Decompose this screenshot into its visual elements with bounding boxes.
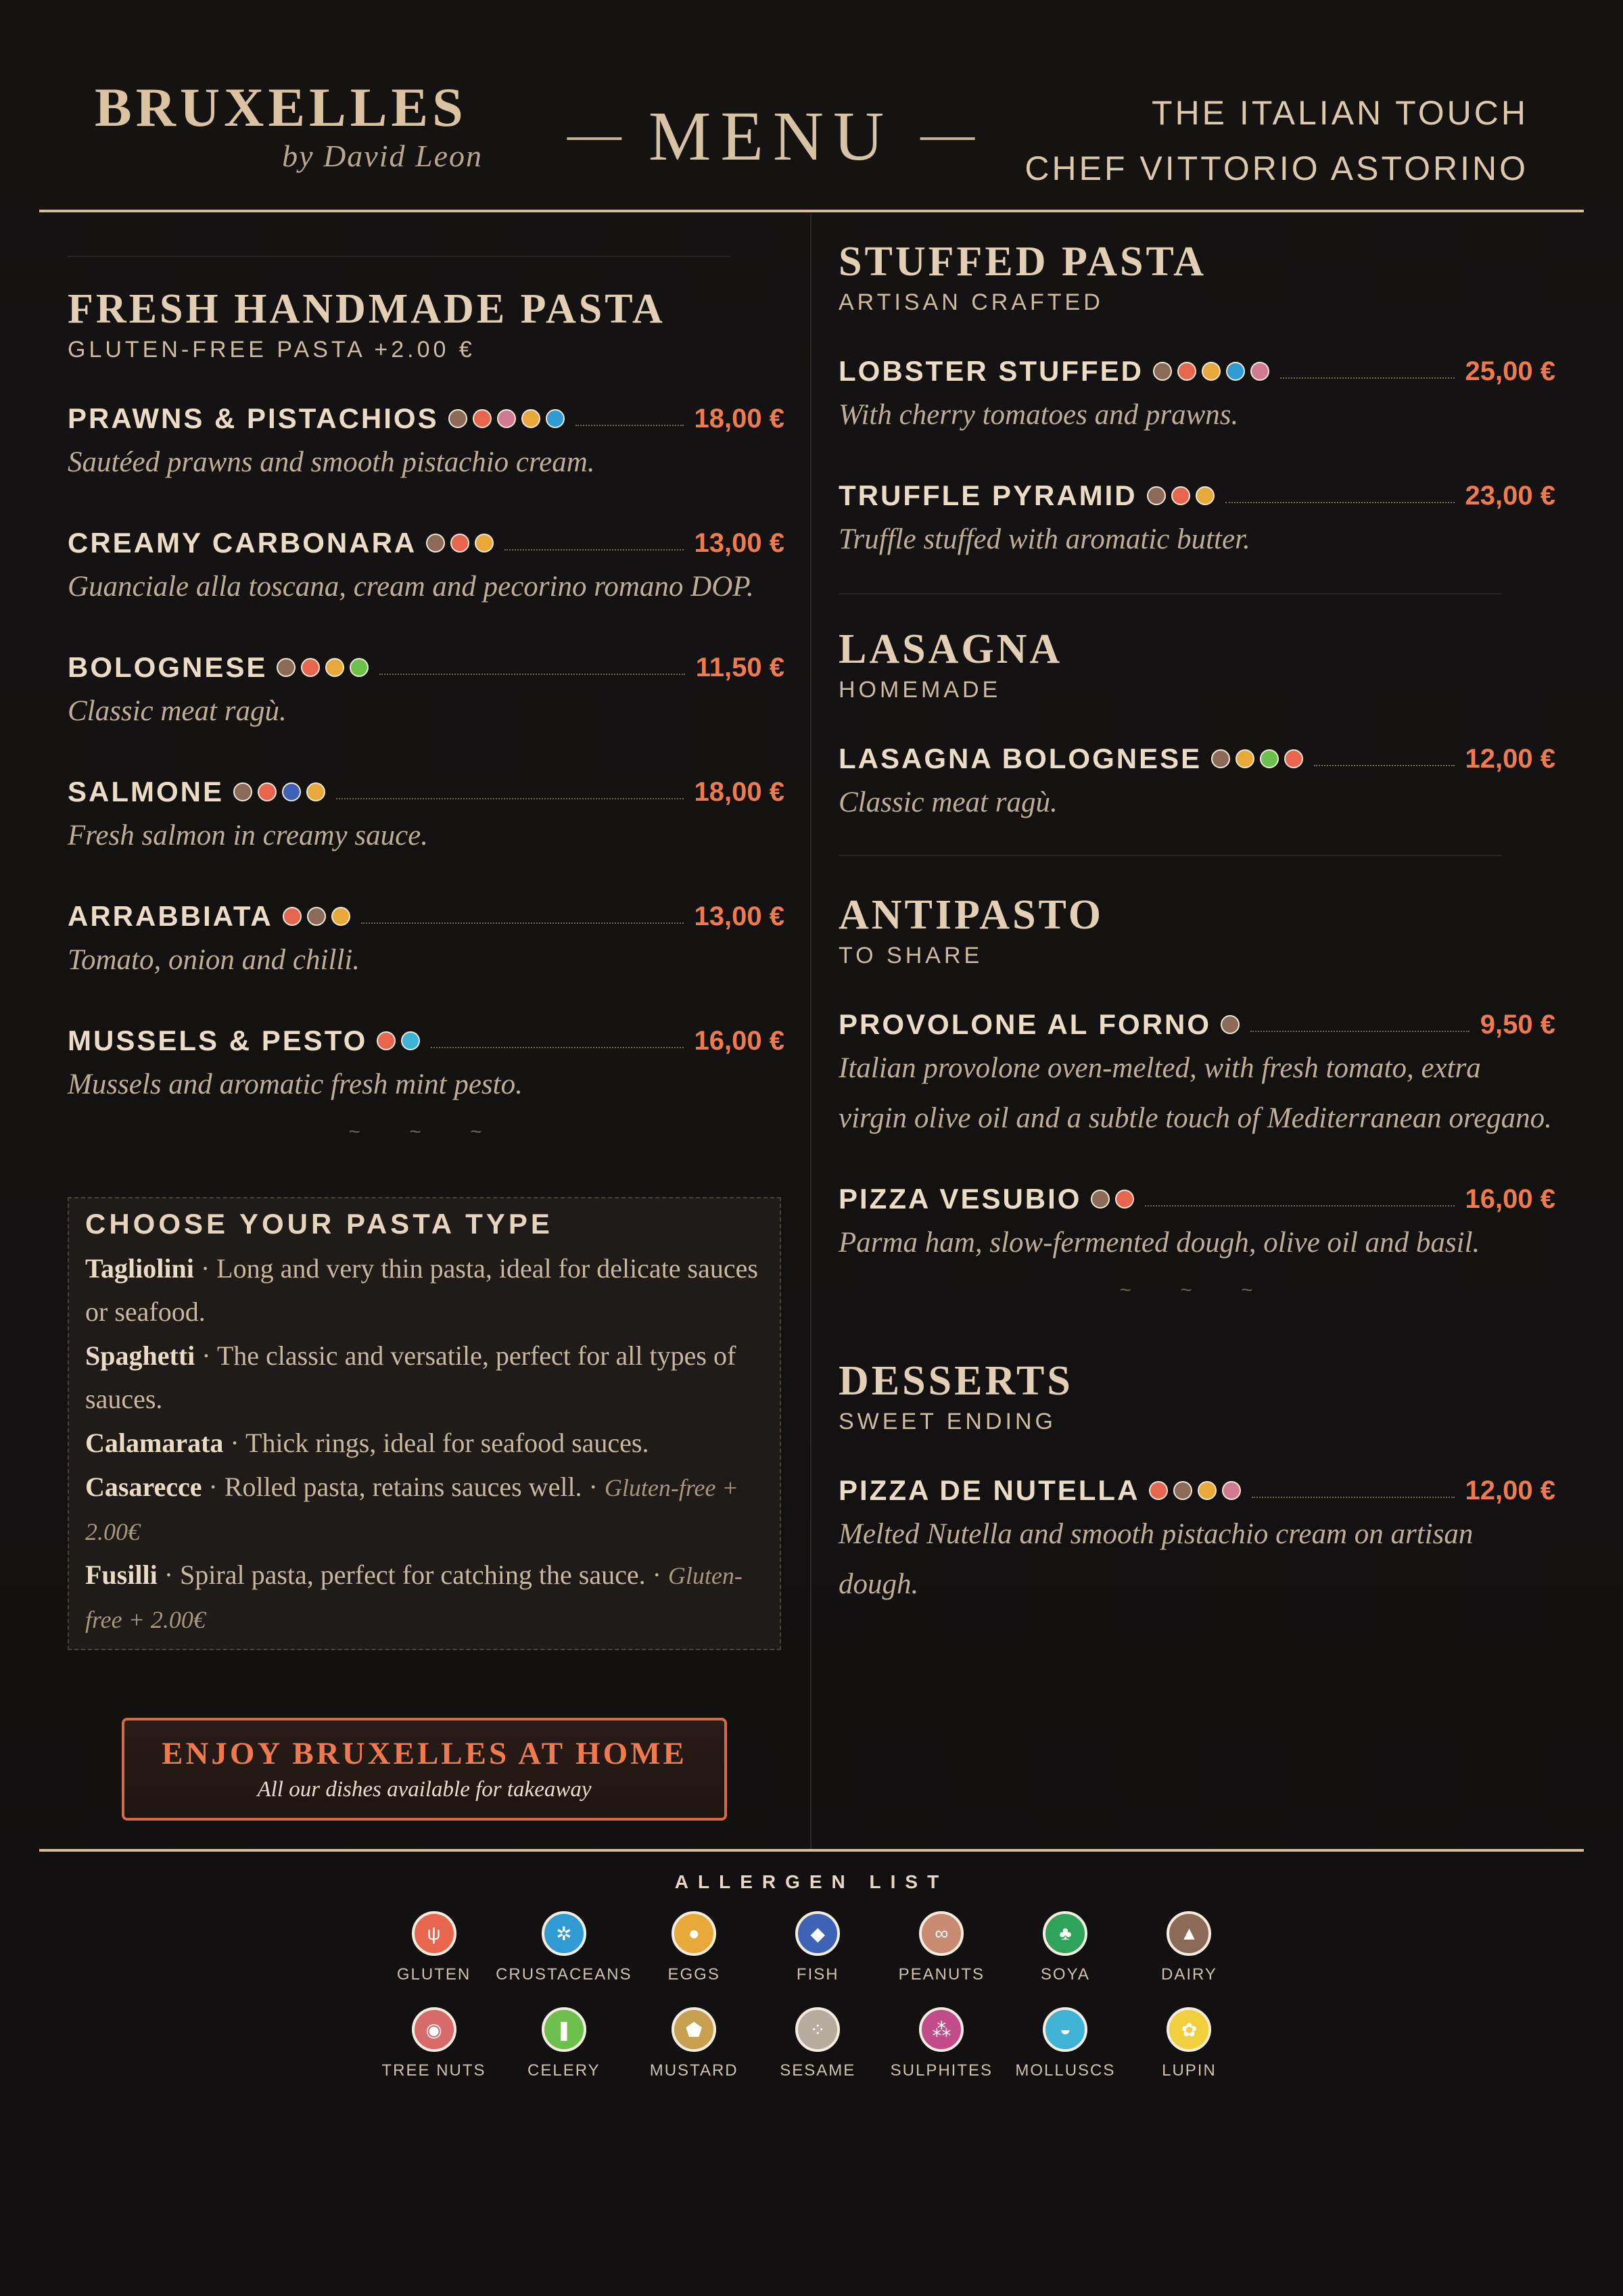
section-lasagna	[839, 628, 1555, 828]
allergen-dot-icon	[1171, 486, 1190, 505]
allergen-label: CRUSTACEANS	[496, 1965, 632, 1984]
allergen-dot-icon	[1250, 362, 1269, 381]
allergen-dot-icon	[1153, 362, 1172, 381]
section-title: STUFFED PASTA	[839, 239, 1207, 285]
dotted-leader	[1250, 1031, 1469, 1032]
allergen-label: CELERY	[527, 2061, 601, 2080]
menu-title	[555, 97, 987, 175]
dish-description: Classic meat ragù.	[68, 695, 287, 727]
allergen-entry	[1004, 2007, 1127, 2080]
menu-item	[68, 402, 784, 488]
dish-description: Classic meat ragù.	[839, 787, 1058, 818]
pasta-type-entry	[85, 1466, 763, 1553]
section-subtitle: GLUTEN-FREE PASTA +2.00 €	[68, 337, 475, 362]
dish-description: Parma ham, slow-fermented dough, olive oil and basil.	[839, 1227, 1480, 1259]
section-subtitle: SWEET ENDING	[839, 1409, 1056, 1434]
allergen-dot-icon	[283, 907, 302, 926]
dish-name: TRUFFLE PYRAMID	[839, 479, 1137, 511]
menu-item-list	[68, 402, 784, 1110]
dish-allergen-icons	[1149, 1481, 1241, 1500]
dish-allergen-icons	[377, 1031, 420, 1050]
section-divider	[839, 593, 1501, 594]
dotted-leader	[1225, 502, 1455, 503]
allergen-label: SOYA	[1040, 1965, 1090, 1984]
allergen-label: PEANUTS	[898, 1965, 985, 1984]
dish-price: 16,00 €	[694, 1025, 784, 1056]
allergen-dot-icon	[1198, 1481, 1217, 1500]
dish-allergen-icons	[277, 658, 369, 677]
tagline	[1025, 85, 1528, 196]
allergen-dot-icon	[1236, 749, 1254, 768]
menu-item	[839, 743, 1555, 828]
allergen-entry	[1127, 1911, 1251, 1984]
menu-item-row	[839, 355, 1555, 388]
dish-price: 12,00 €	[1465, 743, 1555, 774]
allergen-label: SULPHITES	[890, 2061, 993, 2080]
shell-icon: ◒	[1043, 2007, 1087, 2052]
menu-item	[839, 1183, 1555, 1268]
brand-name: BRUXELLES	[95, 76, 467, 138]
dotted-leader	[379, 674, 684, 675]
dish-price: 23,00 €	[1465, 480, 1555, 511]
tagline-line-2: CHEF VITTORIO ASTORINO	[1025, 149, 1528, 187]
allergen-entry	[1127, 2007, 1251, 2080]
allergen-label: LUPIN	[1162, 2061, 1217, 2080]
dish-name: PIZZA VESUBIO	[839, 1183, 1082, 1215]
menu-item-list	[839, 1474, 1555, 1610]
dish-name: CREAMY CARBONARA	[68, 527, 417, 559]
allergen-entry	[880, 2007, 1004, 2080]
dish-description: Truffle stuffed with aromatic butter.	[839, 523, 1250, 555]
dish-description: Italian provolone oven-melted, with fresh tomato, extra virgin olive oil and a subtle touch of Mediterranean oregano.	[839, 1052, 1552, 1134]
fish-icon: ◆	[795, 1911, 840, 1956]
allergen-dot-icon	[1202, 362, 1221, 381]
allergen-dot-icon	[1211, 749, 1230, 768]
dish-allergen-icons	[1091, 1190, 1134, 1209]
dish-price: 18,00 €	[694, 776, 784, 807]
menu-item-row	[68, 402, 784, 435]
pasta-type-entry	[85, 1422, 763, 1466]
dish-price: 25,00 €	[1465, 356, 1555, 386]
section-desserts	[839, 1360, 1555, 1610]
allergen-dot-icon	[377, 1031, 396, 1050]
menu-item-row	[839, 1183, 1555, 1215]
menu-item-list	[839, 743, 1555, 828]
section-title: FRESH HANDMADE PASTA	[68, 286, 665, 332]
allergen-dot-icon	[1173, 1481, 1192, 1500]
allergen-label: DAIRY	[1161, 1965, 1217, 1984]
ornament: ~ ~ ~	[1119, 1279, 1275, 1301]
allergen-dot-icon	[1226, 362, 1245, 381]
dish-name: PROVOLONE AL FORNO	[839, 1008, 1212, 1040]
allergen-dot-icon	[1147, 486, 1166, 505]
dish-allergen-icons	[448, 409, 565, 428]
dish-description: Guanciale alla toscana, cream and pecorino romano DOP.	[68, 571, 754, 603]
footer-rule	[39, 1849, 1584, 1852]
allergen-entry	[1004, 1911, 1127, 1984]
pasta-type-description: · Thick rings, ideal for seafood sauces.	[223, 1428, 649, 1458]
menu-item	[839, 355, 1555, 440]
allergen-dot-icon	[233, 782, 252, 801]
allergen-label: EGGS	[667, 1965, 720, 1984]
menu-item-list	[839, 355, 1555, 565]
allergen-dot-icon	[497, 409, 516, 428]
pasta-type-title: CHOOSE YOUR PASTA TYPE	[85, 1208, 553, 1240]
tagline-line-1: THE ITALIAN TOUCH	[1152, 94, 1528, 132]
dish-price: 9,50 €	[1480, 1009, 1555, 1039]
egg-icon: ●	[672, 1911, 716, 1956]
allergen-dot-icon	[1260, 749, 1279, 768]
section-title: DESSERTS	[839, 1358, 1073, 1404]
dotted-leader	[336, 798, 684, 799]
allergen-dot-icon	[306, 782, 325, 801]
menu-item-row	[839, 1474, 1555, 1507]
dish-price: 13,00 €	[694, 901, 784, 931]
dish-allergen-icons	[1221, 1015, 1240, 1034]
left-column	[68, 214, 784, 1144]
ornament: ~ ~ ~	[348, 1121, 504, 1143]
dish-allergen-icons	[1211, 749, 1303, 768]
dotted-leader	[1252, 1497, 1454, 1498]
allergen-entry	[496, 2007, 632, 2080]
menu-item	[839, 1008, 1555, 1144]
allergen-dot-icon	[450, 534, 469, 553]
menu-item-list	[839, 1008, 1555, 1268]
allergen-dot-icon	[1221, 1015, 1240, 1034]
allergen-label: MOLLUSCS	[1015, 2061, 1116, 2080]
menu-item-row	[839, 479, 1555, 512]
takeaway-banner[interactable]	[122, 1718, 727, 1821]
menu-item-row	[68, 900, 784, 933]
dish-price: 11,50 €	[695, 652, 784, 682]
soy-icon: ♣	[1043, 1911, 1087, 1956]
pasta-type-name: Casarecce	[85, 1472, 202, 1502]
milk-jug-icon: ▲	[1167, 1911, 1211, 1956]
dish-name: LOBSTER STUFFED	[839, 355, 1144, 387]
pasta-type-note: Gluten-free + 2.00€	[85, 1474, 738, 1545]
crab-icon: ✲	[542, 1911, 586, 1956]
dotted-leader	[1314, 765, 1454, 766]
dish-allergen-icons	[1153, 362, 1269, 381]
allergen-dot-icon	[448, 409, 467, 428]
pasta-type-box	[68, 1197, 781, 1650]
allergen-entry	[372, 2007, 496, 2080]
allergen-dot-icon	[1177, 362, 1196, 381]
peanut-icon: ∞	[919, 1911, 964, 1956]
menu-item-row	[68, 1025, 784, 1057]
right-column	[839, 214, 1555, 1610]
menu-dash-left: —	[567, 104, 621, 164]
section-subtitle: TO SHARE	[839, 943, 983, 968]
menu-dash-right: —	[920, 104, 975, 164]
allergen-entry	[632, 1911, 756, 1984]
menu-item	[839, 479, 1555, 565]
wheat-icon: ψ	[412, 1911, 456, 1956]
allergen-label: SESAME	[780, 2061, 856, 2080]
allergen-dot-icon	[325, 658, 344, 677]
column-divider	[810, 214, 812, 1849]
dish-description: Fresh salmon in creamy sauce.	[68, 820, 429, 851]
allergen-dot-icon	[426, 534, 445, 553]
dish-price: 16,00 €	[1465, 1184, 1555, 1214]
menu-item	[68, 527, 784, 612]
pasta-type-name: Fusilli	[85, 1560, 158, 1590]
allergen-dot-icon	[401, 1031, 420, 1050]
dish-name: PRAWNS & PISTACHIOS	[68, 402, 439, 434]
dish-name: LASAGNA BOLOGNESE	[839, 743, 1202, 774]
allergen-dot-icon	[1284, 749, 1303, 768]
pasta-type-description: · Spiral pasta, perfect for catching the sauce. ·	[157, 1560, 668, 1590]
allergen-dot-icon	[521, 409, 540, 428]
allergen-dot-icon	[350, 658, 369, 677]
allergen-label: GLUTEN	[396, 1965, 471, 1984]
pasta-type-note: Gluten-free + 2.00€	[85, 1562, 743, 1633]
pasta-type-description: · The classic and versatile, perfect for all types of sauces.	[85, 1340, 736, 1414]
section-subtitle: ARTISAN CRAFTED	[839, 289, 1104, 315]
dish-name: ARRABBIATA	[68, 900, 273, 932]
pasta-type-entry	[85, 1553, 763, 1641]
dish-price: 12,00 €	[1465, 1475, 1555, 1505]
section-antipasto	[839, 894, 1555, 1302]
pasta-type-description: · Long and very thin pasta, ideal for delicate sauces or seafood.	[85, 1253, 758, 1327]
dotted-leader	[1145, 1205, 1454, 1206]
section-title: LASAGNA	[839, 626, 1063, 672]
allergen-dot-icon	[1149, 1481, 1168, 1500]
dish-allergen-icons	[233, 782, 325, 801]
celery-icon: ❚	[542, 2007, 586, 2052]
allergen-legend	[372, 1911, 1251, 2080]
dish-description: With cherry tomatoes and prawns.	[839, 399, 1239, 431]
dish-description: Mussels and aromatic fresh mint pesto.	[68, 1069, 523, 1100]
dish-description: Sautéed prawns and smooth pistachio cream.	[68, 446, 595, 478]
dish-description: Melted Nutella and smooth pistachio cream on artisan dough.	[839, 1518, 1474, 1600]
dish-price: 13,00 €	[694, 528, 784, 558]
allergen-dot-icon	[282, 782, 301, 801]
allergen-entry	[880, 1911, 1004, 1984]
allergen-dot-icon	[301, 658, 320, 677]
allergen-entry	[496, 1911, 632, 1984]
allergen-dot-icon	[546, 409, 565, 428]
section-stuffed-pasta	[839, 241, 1555, 565]
section-fresh-pasta	[68, 288, 784, 1144]
pasta-type-name: Tagliolini	[85, 1253, 194, 1284]
pasta-type-description: · Rolled pasta, retains sauces well. ·	[202, 1472, 605, 1502]
pasta-type-entry	[85, 1334, 763, 1422]
section-subtitle: HOMEMADE	[839, 677, 1002, 703]
dish-name: SALMONE	[68, 776, 224, 807]
header-rule	[39, 210, 1584, 212]
section-divider	[68, 256, 730, 257]
dish-allergen-icons	[1147, 486, 1215, 505]
pasta-type-name: Calamarata	[85, 1428, 224, 1458]
dotted-leader	[361, 922, 684, 924]
allergen-dot-icon	[307, 907, 326, 926]
allergen-dot-icon	[258, 782, 277, 801]
dotted-leader	[1280, 377, 1455, 379]
dish-name: MUSSELS & PESTO	[68, 1025, 368, 1056]
dish-allergen-icons	[283, 907, 350, 926]
allergen-list-title: ALLERGEN LIST	[674, 1871, 949, 1892]
allergen-dot-icon	[1222, 1481, 1241, 1500]
allergen-dot-icon	[473, 409, 492, 428]
menu-item	[68, 651, 784, 736]
allergen-entry	[756, 1911, 880, 1984]
pasta-type-name: Spaghetti	[85, 1340, 195, 1371]
dish-price: 18,00 €	[694, 403, 784, 434]
menu-item-row	[839, 743, 1555, 775]
allergen-dot-icon	[331, 907, 350, 926]
allergen-label: MUSTARD	[649, 2061, 738, 2080]
dotted-leader	[431, 1047, 683, 1048]
dish-allergen-icons	[426, 534, 494, 553]
menu-item	[68, 776, 784, 861]
takeaway-subtitle: All our dishes available for takeaway	[257, 1777, 592, 1802]
allergen-label: FISH	[796, 1965, 839, 1984]
allergen-dot-icon	[1091, 1190, 1110, 1209]
allergen-label: TREE NUTS	[381, 2061, 486, 2080]
nut-icon: ◉	[412, 2007, 456, 2052]
brand-block	[95, 76, 487, 174]
dotted-leader	[575, 425, 684, 426]
menu-item	[68, 1025, 784, 1110]
allergen-entry	[756, 2007, 880, 2080]
section-title: ANTIPASTO	[839, 892, 1104, 938]
takeaway-title: ENJOY BRUXELLES AT HOME	[162, 1736, 687, 1771]
allergen-dot-icon	[1115, 1190, 1134, 1209]
pasta-type-entry	[85, 1247, 763, 1334]
menu-item-row	[68, 651, 784, 684]
menu-item	[839, 1474, 1555, 1610]
dish-name: PIZZA DE NUTELLA	[839, 1474, 1140, 1506]
allergen-dot-icon	[1196, 486, 1215, 505]
menu-item-row	[68, 527, 784, 559]
mustard-icon: ⬟	[672, 2007, 716, 2052]
allergen-entry	[632, 2007, 756, 2080]
grapes-icon: ⁂	[919, 2007, 964, 2052]
dish-description: Tomato, onion and chilli.	[68, 944, 360, 976]
allergen-dot-icon	[277, 658, 296, 677]
dish-name: BOLOGNESE	[68, 651, 268, 683]
section-divider	[839, 855, 1501, 856]
menu-item	[68, 900, 784, 985]
menu-item-row	[68, 776, 784, 808]
menu-item-row	[839, 1008, 1555, 1041]
sesame-icon: ⁘	[795, 2007, 840, 2052]
dotted-leader	[504, 549, 683, 550]
menu-title-text: MENU	[648, 97, 894, 175]
lupin-icon: ✿	[1167, 2007, 1211, 2052]
brand-subtitle: by David Leon	[282, 139, 483, 173]
allergen-entry	[372, 1911, 496, 1984]
pasta-type-list	[85, 1247, 763, 1641]
allergen-dot-icon	[475, 534, 494, 553]
